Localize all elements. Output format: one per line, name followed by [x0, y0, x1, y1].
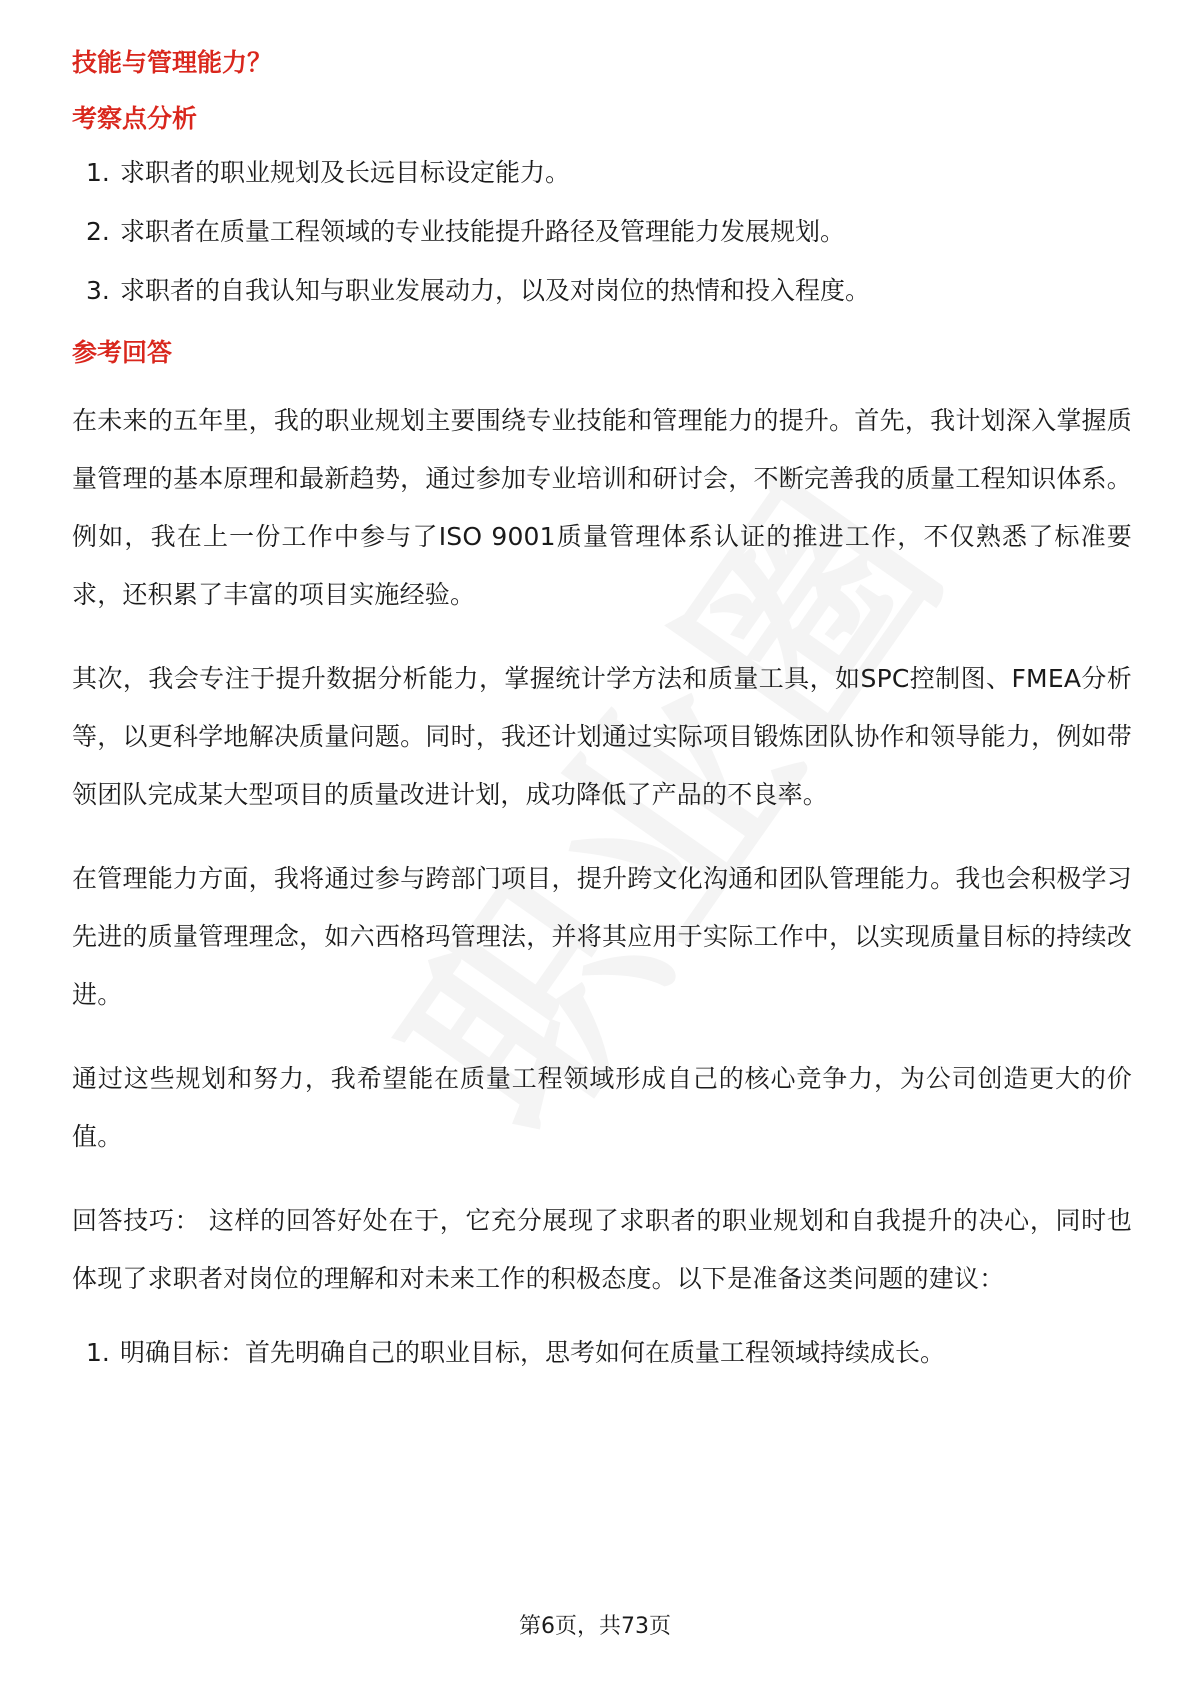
- list-text: 求职者的自我认知与职业发展动力，以及对岗位的热情和投入程度。: [120, 276, 871, 305]
- analysis-list: [72, 156, 1132, 308]
- tip-text: 明确目标：首先明确自己的职业目标，思考如何在质量工程领域持续成长。: [120, 1338, 946, 1367]
- section-title: 技能与管理能力？: [72, 48, 273, 77]
- answer-heading: 参考回答: [72, 338, 173, 367]
- list-item: [72, 215, 1132, 249]
- answer-paragraph: 其次，我会专注于提升数据分析能力，掌握统计学方法和质量工具，如SPC控制图、FMEA分析等，以更科学地解决质量问题。同时，我还计划通过实际项目锻炼团队协作和领导能力，例如带领团队完成某大型项目的质量改进计划，成功降低了产品的不良率。: [72, 664, 1132, 809]
- list-text: 求职者的职业规划及长远目标设定能力。: [120, 158, 571, 187]
- page-footer: 第6页，共73页: [519, 1614, 671, 1639]
- tip-number: 1.: [86, 1338, 110, 1367]
- tip-item: [72, 1336, 1132, 1370]
- list-item: [72, 156, 1132, 190]
- list-number: 2.: [86, 217, 110, 246]
- answer-paragraph: 在未来的五年里，我的职业规划主要围绕专业技能和管理能力的提升。首先，我计划深入掌握质量管理的基本原理和最新趋势，通过参加专业培训和研讨会，不断完善我的质量工程知识体系。例如，我在上一份工作中参与了ISO 9001质量管理体系认证的推进工作，不仅熟悉了标准要求，还积累了丰富的项目实施经验。: [72, 406, 1132, 609]
- list-item: [72, 274, 1132, 308]
- answer-paragraph: 在管理能力方面，我将通过参与跨部门项目，提升跨文化沟通和团队管理能力。我也会积极学习先进的质量管理理念，如六西格玛管理法，并将其应用于实际工作中，以实现质量目标的持续改进。: [72, 864, 1132, 1009]
- list-number: 1.: [86, 158, 110, 187]
- list-number: 3.: [86, 276, 110, 305]
- list-text: 求职者在质量工程领域的专业技能提升路径及管理能力发展规划。: [120, 217, 846, 246]
- page-content: [72, 46, 1132, 1370]
- analysis-heading: 考察点分析: [72, 104, 198, 133]
- answer-paragraph: 通过这些规划和努力，我希望能在质量工程领域形成自己的核心竞争力，为公司创造更大的价值。: [72, 1064, 1132, 1151]
- answer-tips-intro: 回答技巧： 这样的回答好处在于，它充分展现了求职者的职业规划和自我提升的决心，同时也体现了求职者对岗位的理解和对未来工作的积极态度。以下是准备这类问题的建议：: [72, 1206, 1132, 1293]
